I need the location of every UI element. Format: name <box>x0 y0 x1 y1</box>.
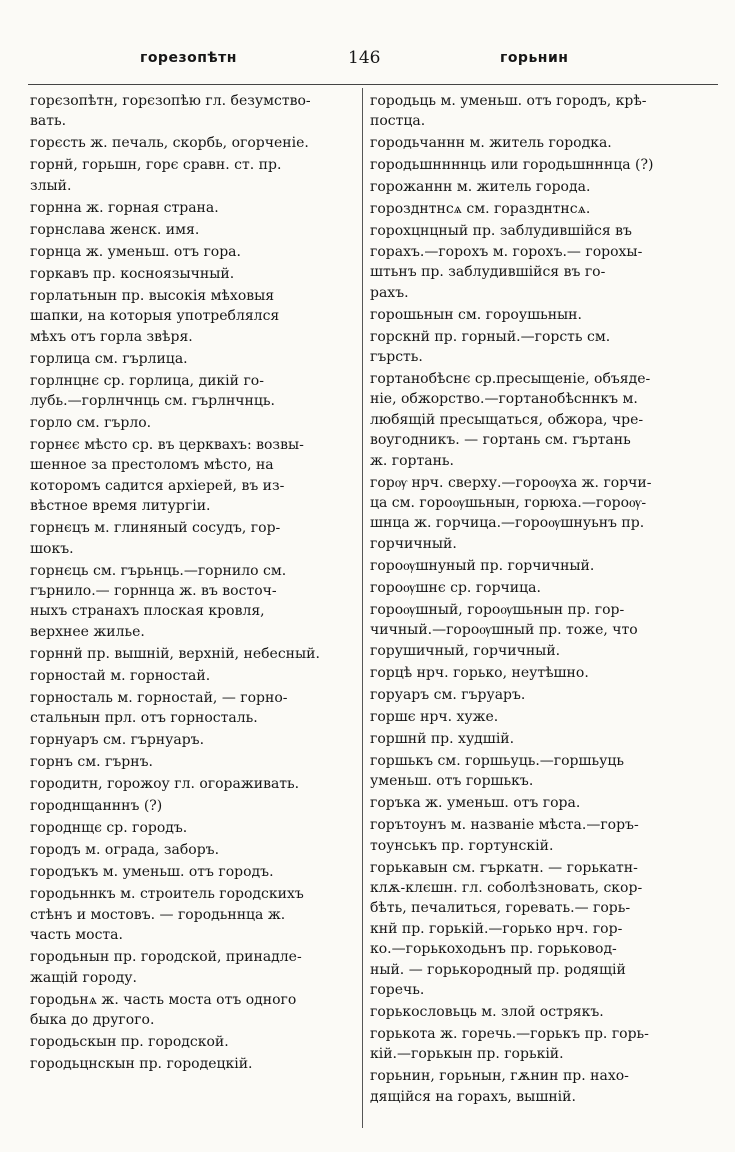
entry-line: вать. <box>30 113 67 130</box>
entry-line: горьнин, горьнын, гѫнин пр. нахо- <box>370 1068 629 1085</box>
entry-line: горшє нрч. хуже. <box>370 708 499 725</box>
dictionary-entry <box>30 990 360 1031</box>
dictionary-entry <box>370 578 700 598</box>
dictionary-entry <box>370 155 700 175</box>
entry-line: горъка ж. уменьш. отъ гора. <box>370 795 581 812</box>
entry-line: рахъ. <box>370 284 409 301</box>
entry-line: горнєць см. гърьнць.—горнило см. <box>30 562 287 579</box>
entry-line: горшькъ см. горшьуць.—горшьуць <box>370 752 625 769</box>
header-right-word: горьнин <box>500 50 569 66</box>
dictionary-entry <box>30 413 360 433</box>
dictionary-entry <box>30 796 360 816</box>
dictionary-entry <box>30 198 360 218</box>
entry-line: ный. — горькородный пр. родящій <box>370 961 626 978</box>
entry-line: штьнъ пр. заблудившійся въ го- <box>370 264 606 281</box>
entry-line: горечь. <box>370 981 425 998</box>
entry-line: горєзопѣтн, горєзопѣю гл. безумство- <box>30 93 311 109</box>
dictionary-entry <box>30 155 360 196</box>
entry-line: горнъ см. гърнъ. <box>30 754 153 771</box>
entry-line: горожаннн м. житель города. <box>370 179 591 196</box>
entry-line: гороѹшнє ср. горчица. <box>370 579 541 596</box>
dictionary-entry <box>30 752 360 772</box>
dictionary-entry <box>370 473 700 555</box>
entry-line: которомъ садится архіерей, въ из- <box>30 477 285 494</box>
entry-line: горохцнцный пр. заблудившійся въ <box>370 223 632 240</box>
entry-line: горнца ж. уменьш. отъ гора. <box>30 243 241 260</box>
entry-line: горносталь м. горностай, — горно- <box>30 689 288 706</box>
dictionary-entry <box>30 435 360 517</box>
entry-line: постца. <box>370 113 426 130</box>
entry-line: гороѹшный, гороѹшьнын пр. гор- <box>370 601 625 618</box>
entry-line: городьскын пр. городской. <box>30 1033 229 1050</box>
entry-line: горло см. гърло. <box>30 415 152 432</box>
entry-line: горнслава женск. имя. <box>30 221 200 238</box>
entry-line: стальнын прл. отъ горносталь. <box>30 710 258 727</box>
entry-line: гърсть. <box>370 349 423 366</box>
left-column <box>30 91 360 1076</box>
entry-line: ж. гортань. <box>370 452 454 469</box>
entry-line: горнна ж. горная страна. <box>30 199 219 216</box>
header-left-word: горезопѣтн <box>140 50 237 66</box>
page-number: 146 <box>348 48 381 68</box>
dictionary-entry <box>30 1054 360 1074</box>
dictionary-entry <box>30 730 360 750</box>
dictionary-entry <box>370 1002 700 1022</box>
dictionary-entry <box>370 1066 700 1107</box>
dictionary-entry <box>30 688 360 729</box>
entry-line: кнй пр. горькій.—горько нрч. гор- <box>370 920 623 937</box>
entry-line: городнщє ср. городъ. <box>30 820 188 837</box>
dictionary-entry <box>30 91 360 132</box>
entry-line: горлатьнын пр. высокія мѣховыя <box>30 287 275 304</box>
dictionary-entry <box>30 242 360 262</box>
dictionary-entry <box>30 561 360 643</box>
entry-line: дящійся на горахъ, вышній. <box>370 1088 576 1105</box>
dictionary-entry <box>30 666 360 686</box>
dictionary-entry <box>370 327 700 368</box>
entry-line: гортанобѣснє ср.пресыщеніе, объяде- <box>370 371 651 388</box>
entry-line: горлица см. гърлица. <box>30 350 188 367</box>
entry-line: горькословьць м. злой острякъ. <box>370 1003 604 1020</box>
entry-line: горкавъ пр. косноязычный. <box>30 265 235 282</box>
dictionary-entry <box>30 884 360 945</box>
dictionary-entry <box>30 774 360 794</box>
entry-line: горуаръ см. гъруаръ. <box>370 686 526 703</box>
entry-line: горушичный, горчичный. <box>370 642 561 659</box>
entry-line: горцѣ нрч. горько, неутѣшно. <box>370 664 589 681</box>
entry-line: вѣстное время литургіи. <box>30 498 211 515</box>
entry-line: жащій городу. <box>30 969 137 986</box>
entry-line: ныхъ странахъ плоская кровля, <box>30 603 265 620</box>
entry-line: горозднтнсѧ см. горазднтнсѧ. <box>370 201 591 218</box>
dictionary-entry <box>370 685 700 705</box>
entry-line: быка до другого. <box>30 1011 155 1028</box>
dictionary-entry <box>30 371 360 412</box>
entry-line: городитн, горожоу гл. огораживать. <box>30 776 300 793</box>
dictionary-entry <box>370 707 700 727</box>
entry-line: горошьнын см. гороушьнын. <box>370 306 582 323</box>
running-header <box>30 50 720 76</box>
entry-line: ца см. гороѹшьнын, горюха.—гороѹ- <box>370 495 647 512</box>
entry-line: часть моста. <box>30 927 123 944</box>
entry-line: городнщанннъ (?) <box>30 798 163 815</box>
entry-line: гърнило.— горннца ж. въ восточ- <box>30 583 277 600</box>
entry-line: городьчаннн м. житель городка. <box>370 135 612 152</box>
column-divider <box>362 88 363 1128</box>
right-column <box>370 91 700 1109</box>
entry-line: горннй пр. вышній, верхній, небесный. <box>30 645 320 662</box>
entry-line: городьшннннць или городьшнннца (?) <box>370 157 654 174</box>
entry-line: воугодникъ. — гортань см. гъртань <box>370 432 631 449</box>
entry-line: горькавын см. гъркатн. — горькатн- <box>370 859 638 876</box>
dictionary-entry <box>370 793 700 813</box>
entry-line: тоунськъ пр. гортунскій. <box>370 837 554 854</box>
entry-line: чичный.—гороѹшный пр. тоже, что <box>370 622 638 639</box>
entry-line: клѫ-клєшн. гл. соболѣзновать, скор- <box>370 879 643 896</box>
entry-line: шокъ. <box>30 540 74 557</box>
dictionary-entry <box>30 862 360 882</box>
dictionary-entry <box>370 177 700 197</box>
entry-line: любящій пресыщаться, обжора, чре- <box>370 411 644 428</box>
entry-line: городъкъ м. уменьш. отъ городъ. <box>30 864 274 881</box>
entry-line: горътоунъ м. названіе мѣста.—горъ- <box>370 817 639 834</box>
entry-line: горшнй пр. худшій. <box>370 730 515 747</box>
entry-line: горькота ж. горечь.—горькъ пр. горь- <box>370 1025 649 1042</box>
dictionary-entry <box>30 518 360 559</box>
dictionary-entry <box>30 818 360 838</box>
dictionary-entry <box>370 600 700 661</box>
entry-line: горѹ нрч. сверху.—гороѹха ж. горчи- <box>370 474 652 491</box>
entry-line: стѣнъ и мостовъ. — городьннца ж. <box>30 906 286 923</box>
dictionary-entry <box>30 220 360 240</box>
entry-line: горчичный. <box>370 535 457 552</box>
dictionary-entry <box>30 264 360 284</box>
entry-line: городьнѧ ж. часть моста отъ одного <box>30 991 297 1008</box>
entry-line: лубь.—горлнчнць см. гърлнчнць. <box>30 393 275 410</box>
entry-line: ніе, обжорство.—гортанобѣсннкъ м. <box>370 391 638 408</box>
entry-line: бѣть, печалиться, горевать.— горь- <box>370 900 631 917</box>
entry-line: горнєцъ м. глиняный сосудъ, гор- <box>30 520 281 537</box>
dictionary-entry <box>370 663 700 683</box>
dictionary-entry <box>370 369 700 471</box>
entry-line: горахъ.—горохъ м. горохъ.— горохы- <box>370 243 643 260</box>
entry-line: горскнй пр. горный.—горсть см. <box>370 328 611 345</box>
dictionary-entry <box>370 729 700 749</box>
entry-line: гороѹшнуный пр. горчичный. <box>370 557 595 574</box>
entry-line: верхнее жилье. <box>30 623 145 640</box>
dictionary-entry <box>370 751 700 792</box>
entry-line: горнуаръ см. гърнуаръ. <box>30 732 205 749</box>
dictionary-entry <box>370 815 700 856</box>
dictionary-entry <box>370 91 700 132</box>
dictionary-entry <box>30 644 360 664</box>
entry-line: уменьш. отъ горшькъ. <box>370 773 534 790</box>
dictionary-entry <box>370 305 700 325</box>
dictionary-entry <box>370 133 700 153</box>
header-rule <box>28 84 718 85</box>
dictionary-entry <box>30 349 360 369</box>
dictionary-entry <box>370 556 700 576</box>
dictionary-entry <box>30 286 360 347</box>
dictionary-entry <box>370 1024 700 1065</box>
dictionary-entry <box>30 947 360 988</box>
entry-line: мѣхъ отъ горла звѣря. <box>30 328 193 345</box>
dictionary-entry <box>30 133 360 153</box>
entry-line: городъ м. ограда, заборъ. <box>30 842 220 859</box>
dictionary-entry <box>370 221 700 303</box>
dictionary-entry <box>30 1032 360 1052</box>
entry-line: городьцнскын пр. городецкій. <box>30 1055 253 1072</box>
entry-line: горностай м. горностай. <box>30 667 211 684</box>
entry-line: горнй, горьшн, горє сравн. ст. пр. <box>30 157 282 174</box>
entry-line: шенное за престоломъ мѣсто, на <box>30 457 274 474</box>
dictionary-entry <box>30 840 360 860</box>
dictionary-entry <box>370 858 700 1001</box>
dictionary-entry <box>370 199 700 219</box>
entry-line: городьннкъ м. строитель городскихъ <box>30 886 304 903</box>
entry-line: горєсть ж. печаль, скорбь, огорченіе. <box>30 135 309 152</box>
entry-line: злый. <box>30 177 72 194</box>
entry-line: городьць м. уменьш. отъ городъ, крѣ- <box>370 93 647 109</box>
entry-line: городьнын пр. городской, принадле- <box>30 949 302 966</box>
entry-line: ко.—горькоходьнъ пр. горьковод- <box>370 941 617 958</box>
entry-line: горлнцнє ср. горлица, дикій го- <box>30 372 264 389</box>
entry-line: кій.—горькын пр. горькій. <box>370 1046 564 1063</box>
entry-line: шнца ж. горчица.—гороѹшнуьнъ пр. <box>370 515 645 532</box>
entry-line: шапки, на которыя употреблялся <box>30 308 280 325</box>
entry-line: горнєє мѣсто ср. въ церквахъ: возвы- <box>30 437 304 454</box>
